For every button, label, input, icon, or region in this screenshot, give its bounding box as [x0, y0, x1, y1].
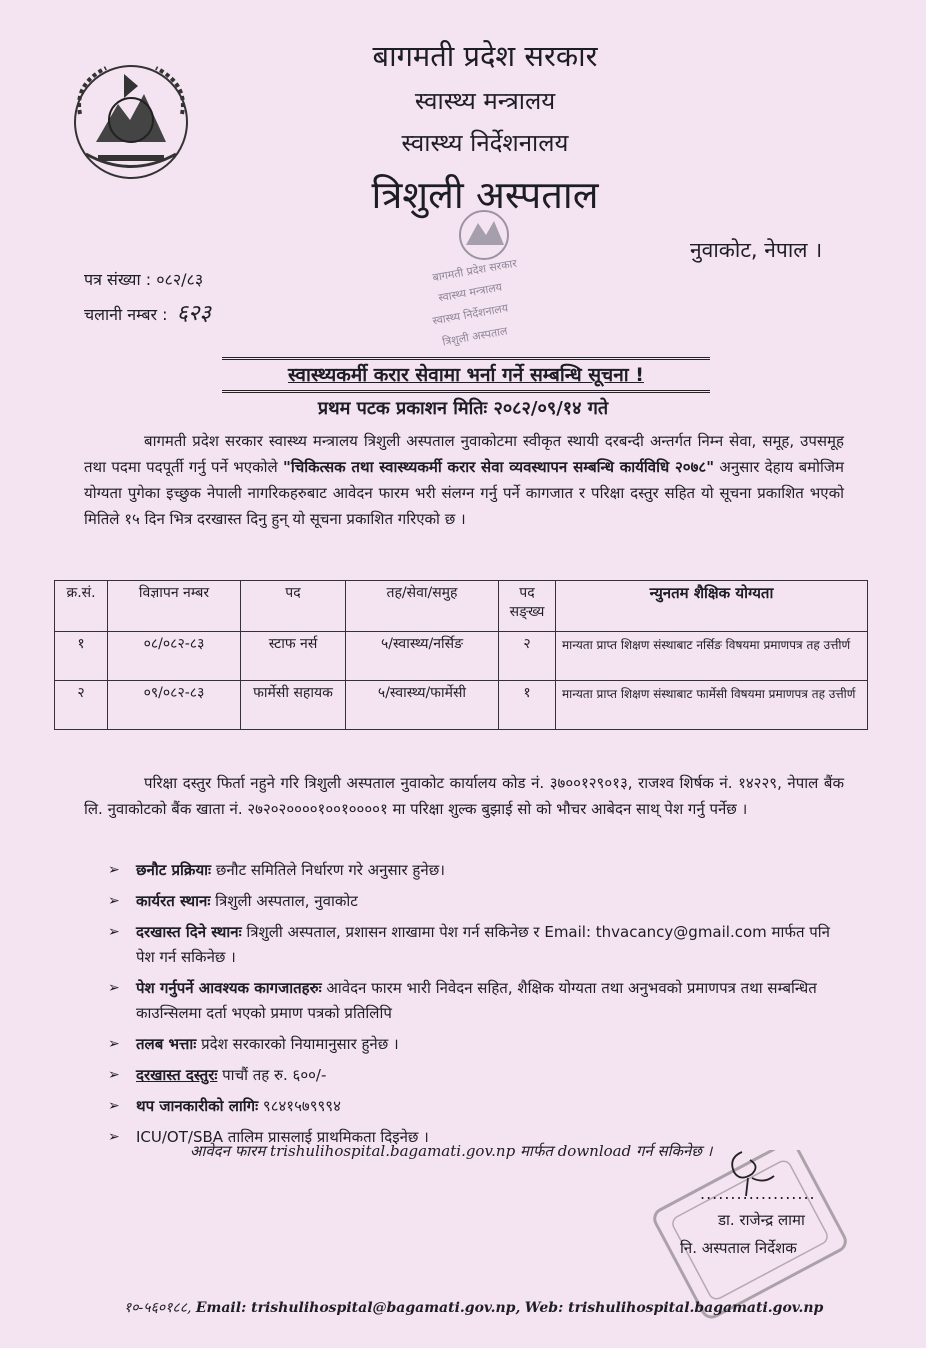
stamp-line-4: त्रिशुली अस्पताल	[441, 324, 509, 349]
stamp-line-1: बागमती प्रदेश सरकार	[431, 256, 518, 285]
header-directorate: स्वास्थ्य निर्देशनालय	[401, 129, 569, 157]
dispatch-number-label: चलानी नम्बर :	[84, 305, 168, 324]
intro-text-bold: "चिकित्सक तथा स्वास्थ्यकर्मी करार सेवा व्यवस्थापन सम्बन्धि कार्यविधि २०७८"	[283, 458, 715, 476]
arrow-bullet-icon: ➢	[108, 1067, 120, 1083]
table-header-row	[55, 581, 868, 632]
list-item	[108, 889, 848, 914]
item-label: दरखास्त दिने स्थानः	[136, 923, 242, 941]
header-ministry: स्वास्थ्य मन्त्रालय	[414, 87, 556, 115]
letter-number	[84, 268, 203, 290]
intro-paragraph	[84, 428, 844, 532]
intro-text-b: अनुसार देहाय बमोजिम योग्यता पुगेका इच्छुक नेपाली नागरिकहरुबाट आवेदन फारम भरी संलग्न गर्नु पर्ने कागजात र परिक्षा दस्तुर सहित यो सूचना प्रकाशित भएको मितिले १५ दिन भित्र दरखास्त दिनु हुन् यो सूचना प्रकाशित गरिएको छ ।	[84, 458, 844, 528]
list-item	[108, 1094, 848, 1119]
dispatch-number	[84, 297, 211, 327]
list-item	[108, 1063, 848, 1088]
cell-level: ५/स्वास्थ्य/नर्सिङ	[346, 632, 499, 681]
item-label: पेश गर्नुपर्ने आवश्यक कागजातहरुः	[136, 979, 322, 997]
stamp-line-3: स्वास्थ्य निर्देशनालय	[431, 301, 510, 328]
arrow-bullet-icon: ➢	[108, 1129, 120, 1145]
col-adv-no: विज्ञापन नम्बर	[108, 581, 241, 632]
list-item	[108, 858, 848, 883]
stamp-emblem-icon	[412, 205, 562, 265]
cell-serial: १	[55, 632, 108, 681]
arrow-bullet-icon: ➢	[108, 980, 120, 996]
letter-number-value: ०८२/८३	[156, 270, 204, 289]
header-province: बागमती प्रदेश सरकार	[372, 39, 598, 73]
arrow-bullet-icon: ➢	[108, 1036, 120, 1052]
cell-adv-no: ०८/०८२-८३	[108, 632, 241, 681]
arrow-bullet-icon: ➢	[108, 1098, 120, 1114]
item-text: आवेदन फारम भारी निवेदन सहित, शैक्षिक योग्यता तथा अनुभवको प्रमाणपत्र तथा सम्बन्धित काउन्सिलमा दर्ता भएको प्रमाण पत्रको प्रतिलिपि	[136, 979, 817, 1022]
cell-serial: २	[55, 681, 108, 730]
cell-qualification: मान्यता प्राप्त शिक्षण संस्थाबाट नर्सिङ विषयमा प्रमाणपत्र तह उत्तीर्ण	[556, 632, 868, 681]
fee-paragraph	[84, 770, 844, 822]
col-level: तह/सेवा/समुह	[346, 581, 499, 632]
table-row	[55, 632, 868, 681]
list-item	[108, 976, 848, 1026]
col-post: पद	[241, 581, 346, 632]
col-count: पद सङ्ख्य	[499, 581, 556, 632]
contact-footer	[124, 1298, 823, 1317]
item-label: तलब भत्ताः	[136, 1035, 197, 1053]
cell-post: स्टाफ नर्स	[241, 632, 346, 681]
cell-post: फार्मेसी सहायक	[241, 681, 346, 730]
col-serial: क्र.सं.	[55, 581, 108, 632]
item-label: छनौट प्रक्रियाः	[136, 861, 212, 879]
item-label: थप जानकारीको लागिः	[136, 1097, 259, 1115]
item-text: प्रदेश सरकारको नियामानुसार हुनेछ ।	[196, 1035, 399, 1053]
arrow-bullet-icon: ➢	[108, 893, 120, 909]
footer-web: Web: trishulihospital.bagamati.gov.np	[524, 1300, 824, 1316]
fee-text: परिक्षा दस्तुर फिर्ता नहुने गरि त्रिशुली अस्पताल नुवाकोट कार्यालय कोड नं. ३७००१२९०१३, राजश्व शिर्षक नं. १४२२९, नेपाल बैंक लि. नुवाकोटको बैंक खाता नं. २७२०२००००१००१००००१ मा परिक्षा शुल्क बुझाई सो को भौचर आबेदन साथ् पेश गर्नु पर्नेछ ।	[84, 774, 844, 818]
header-location: नुवाकोट, नेपाल ।	[690, 238, 823, 262]
cell-adv-no: ०९/०८२-८३	[108, 681, 241, 730]
item-label: दरखास्त दस्तुरः	[136, 1066, 218, 1084]
arrow-bullet-icon: ➢	[108, 924, 120, 940]
col-qualification: न्युनतम शैक्षिक योग्यता	[556, 581, 868, 632]
header-hospital: त्रिशुली अस्पताल	[371, 173, 599, 217]
item-label: कार्यरत स्थानः	[136, 892, 211, 910]
cell-count: २	[499, 632, 556, 681]
table-row	[55, 681, 868, 730]
list-item	[108, 1032, 848, 1057]
conditions-list	[108, 858, 848, 1156]
item-text: ९८४१५७९९९४	[258, 1097, 341, 1115]
signatory-title: नि. अस्पताल निर्देशक	[680, 1239, 797, 1257]
stamp-line-2: स्वास्थ्य मन्त्रालय	[437, 280, 503, 305]
cell-level: ५/स्वास्थ्य/फार्मेसी	[346, 681, 499, 730]
item-text: पाचौं तह रु. ६००/-	[217, 1066, 327, 1084]
cell-count: १	[499, 681, 556, 730]
footer-phone: १०-५६०१८८,	[124, 1300, 192, 1316]
footer-email: Email: trishulihospital@bagamati.gov.np,	[195, 1300, 521, 1316]
list-item	[108, 920, 848, 970]
item-text: ICU/OT/SBA तालिम प्रासलाई प्राथमिकता दिइनेछ ।	[136, 1128, 429, 1146]
notice-title: स्वास्थ्यकर्मी करार सेवामा भर्ना गर्ने सम्बन्धि सूचना !	[222, 357, 710, 393]
arrow-bullet-icon: ➢	[108, 862, 120, 878]
signatory-name: डा. राजेन्द्र लामा	[718, 1211, 805, 1229]
office-stamp	[412, 205, 562, 353]
letter-number-label: पत्र संख्या :	[84, 270, 152, 289]
vacancy-table	[54, 580, 868, 730]
dispatch-number-value: ६२३	[176, 301, 211, 326]
download-note: आवेदन फारम trishulihospital.bagamati.gov.np मार्फत download गर्न सकिनेछ ।	[190, 1142, 713, 1160]
intro-text-a: बागमती प्रदेश सरकार स्वास्थ्य मन्त्रालय त्रिशुली अस्पताल नुवाकोटमा स्वीकृत स्थायी दरबन्दी अन्तर्गत निम्न सेवा, समूह, उपसमूह तथा पदमा पदपूर्ती गर्नु पर्ने भएकोले	[84, 432, 844, 476]
signature-line: ...................	[700, 1184, 816, 1203]
item-text: त्रिशुली अस्पताल, नुवाकोट	[210, 892, 358, 910]
nepal-emblem-icon	[66, 54, 196, 184]
cell-qualification: मान्यता प्राप्त शिक्षण संस्थाबाट फार्मेसी विषयमा प्रमाणपत्र तह उत्तीर्ण	[556, 681, 868, 730]
item-text: छनौट समितिले निर्धारण गरे अनुसार हुनेछ।	[211, 861, 445, 879]
publication-date: प्रथम पटक प्रकाशन मितिः २०८२/०९/१४ गते	[317, 398, 609, 419]
item-text: त्रिशुली अस्पताल, प्रशासन शाखामा पेश गर्न सकिनेछ र Email: thvacancy@gmail.com मार्फत पनि पेश गर्न सकिनेछ ।	[136, 923, 831, 966]
